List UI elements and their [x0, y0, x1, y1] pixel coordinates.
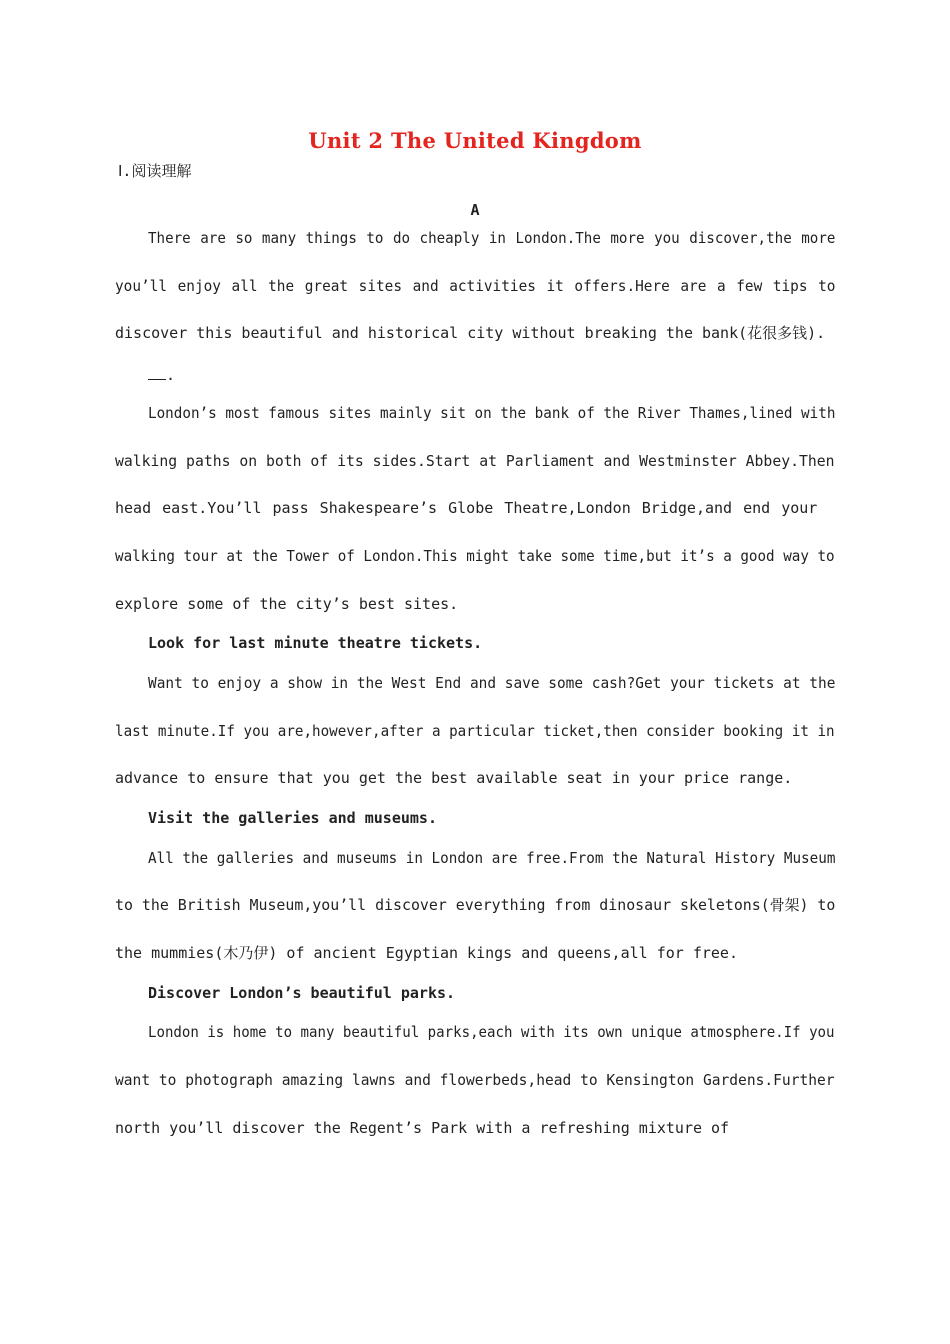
answer-blank[interactable] — [148, 365, 166, 380]
paragraph-line: discover this beautiful and historical city without breaking the bank(花很多钱). — [115, 324, 826, 342]
paragraph-line: north you’ll discover the Regent’s Park with a refreshing mixture of — [115, 1119, 730, 1137]
paragraph-line: explore some of the city’s best sites. — [115, 595, 459, 613]
paragraph-line: walking paths on both of its sides.Start at Parliament and Westminster Abbey.Then — [115, 452, 835, 470]
paragraph-line: Want to enjoy a show in the West End and save some cash?Get your tickets at the — [148, 674, 836, 692]
paragraph-line: you’ll enjoy all the great sites and activities it offers.Here are a few tips to — [115, 277, 836, 295]
paragraph-line: the mummies(木乃伊) of ancient Egyptian kings and queens,all for free. — [115, 944, 738, 962]
paragraph-line: to the British Museum,you’ll discover everything from dinosaur skeletons(骨架) to — [115, 896, 836, 914]
blank-period: . — [166, 366, 176, 384]
page-title: Unit 2 The United Kingdom — [308, 128, 642, 153]
paragraph-line: London’s most famous sites mainly sit on the bank of the River Thames,lined with — [148, 404, 836, 422]
paragraph-line: last minute.If you are,however,after a particular ticket,then consider booking it in — [115, 722, 835, 740]
paragraph-line: want to photograph amazing lawns and flowerbeds,head to Kensington Gardens.Further — [115, 1071, 835, 1089]
paragraph-line: advance to ensure that you get the best available seat in your price range. — [115, 769, 793, 787]
paragraph-line: All the galleries and museums in London are free.From the Natural History Museum — [148, 849, 836, 867]
tip-heading: Look for last minute theatre tickets. — [148, 634, 483, 652]
tip-heading: Discover London’s beautiful parks. — [148, 984, 456, 1002]
paragraph-line: London is home to many beautiful parks,each with its own unique atmosphere.If you — [148, 1023, 835, 1041]
passage-label: A — [470, 201, 480, 219]
paragraph-line: head east.You’ll pass Shakespeare’s Globe Theatre,London Bridge,and end your — [115, 499, 818, 517]
tip-heading: Visit the galleries and museums. — [148, 809, 437, 827]
paragraph-line: walking tour at the Tower of London.This might take some time,but it’s a good way to — [115, 547, 835, 565]
blank-line — [148, 365, 175, 385]
paragraph-line: There are so many things to do cheaply in London.The more you discover,the more — [148, 229, 836, 247]
section-heading: Ⅰ.阅读理解 — [118, 162, 192, 180]
